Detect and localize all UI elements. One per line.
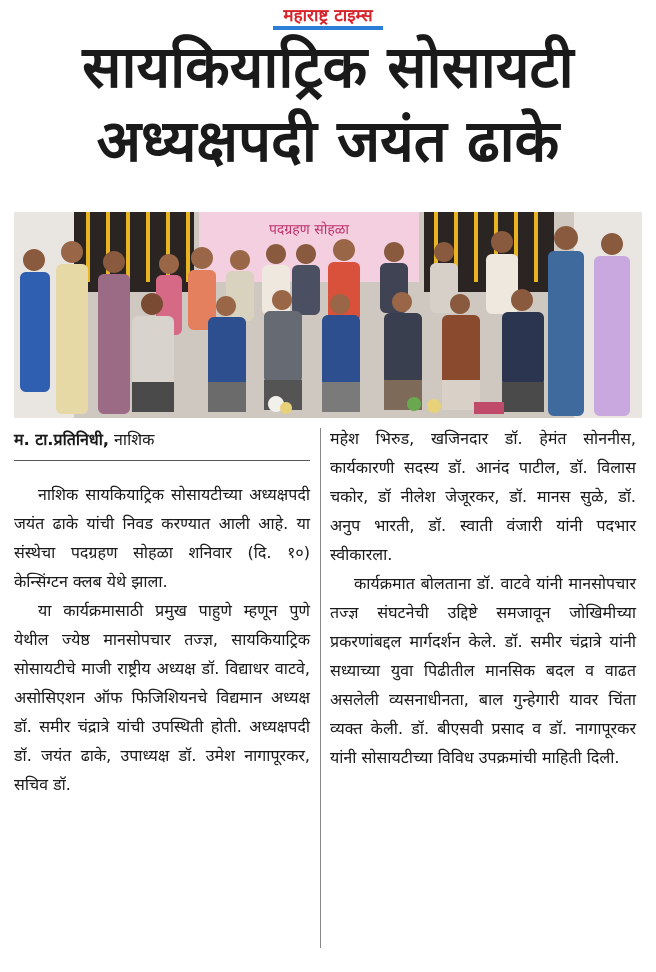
article-column-right [330, 424, 636, 772]
article-paragraph: कार्यक्रमात बोलताना डॉ. वाटवे यांनी मानसोपचार तज्ज्ञ संघटनेची उद्दिष्टे समजावून जोखिमीच्या प्रकरणांबद्दल मार्गदर्शन केले. डॉ. समीर चंद्रात्रे यांनी सध्याच्या युवा पिढीतील मानसिक बदल व वाढत असलेली व्यसनाधीनता, बाल गुन्हेगारी यावर चिंता व्यक्त केली. डॉ. बीएसवी प्रसाद व डॉ. नागापूरकर यांनी सोसायटीच्या विविध उपक्रमांची माहिती दिली. [330, 574, 636, 767]
column-divider [320, 428, 321, 948]
headline-line-1: सायकियाट्रिक सोसायटी [82, 33, 574, 101]
article-paragraph: महेश भिरुड, खजिनदार डॉ. हेमंत सोननीस, कार्यकारणी सदस्य डॉ. आनंद पाटील, डॉ. विलास चकोर, डॉ नीलेश जेजूरकर, डॉ. मानस सुळे, डॉ. अनुप भारती, डॉ. स्वाती वंजारी यांनी पदभार स्वीकारला. [330, 429, 636, 564]
article-column-left [14, 480, 310, 799]
masthead [0, 4, 656, 30]
byline-place: नाशिक [108, 430, 155, 449]
article-paragraph: नाशिक सायकियाट्रिक सोसायटीच्या अध्यक्षपदी जयंत ढाके यांची निवड करण्यात आली आहे. या संस्थेचा पदग्रहण सोहळा शनिवार (दि. १०) केन्सिंग्टन क्लब येथे झाला. [14, 485, 310, 591]
group-photo-illustration [14, 212, 642, 418]
group-photo [14, 212, 642, 418]
headline-line-2: अध्यक्षपदी जयंत ढाके [96, 107, 560, 175]
byline-author: म. टा.प्रतिनिधी, [14, 430, 109, 449]
newspaper-name: महाराष्ट्र टाइम्स [273, 4, 382, 30]
banner-text: पदग्रहण सोहळा [268, 222, 350, 238]
byline-rule [14, 460, 310, 461]
article-paragraph: या कार्यक्रमासाठी प्रमुख पाहुणे म्हणून पुणे येथील ज्येष्ठ मानसोपचार तज्ज्ञ, सायकियाट्रिक सोसायटीचे माजी राष्ट्रीय अध्यक्ष डॉ. विद्याधर वाटवे, असोसिएशन ऑफ फिजिशियनचे विद्यमान अध्यक्ष डॉ. समीर चंद्रात्रे यांची उपस्थिती होती. अध्यक्षपदी डॉ. जयंत ढाके, उपाध्यक्ष डॉ. उमेश नागापूरकर, सचिव डॉ. [14, 601, 310, 794]
byline [14, 428, 310, 452]
